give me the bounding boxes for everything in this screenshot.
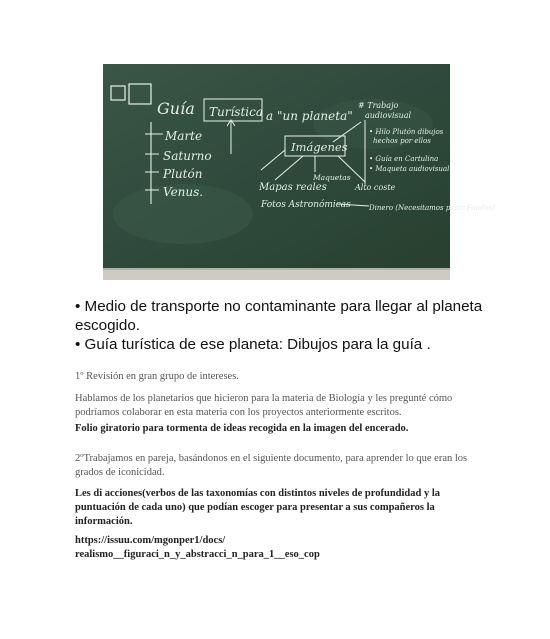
bullet-item: • Medio de transporte no contaminante para llegar al planeta escogido. [75, 298, 483, 334]
board-right-4: • Maqueta audiovisual [369, 165, 450, 173]
bullet-list [75, 297, 495, 354]
paragraph-acciones: Les di acciones(verbos de las taxonomías con distintos niveles de profundidad y la puntuación de cada uno) que podían escoger para presentar a sus compañeros la información. [75, 488, 441, 527]
board-planet-1: Marte [165, 129, 203, 143]
board-right-2: hechos por ellos [373, 137, 431, 145]
board-mapas-reales: Mapas reales [259, 182, 327, 193]
board-a-un-planeta: a "un planeta" [266, 109, 353, 123]
board-alto-coste: Alto coste [355, 183, 396, 192]
board-audiovisual: audiovisual [365, 111, 412, 120]
board-guia: Guía [157, 99, 195, 118]
paragraph-planetarios: Hablamos de los planetarios que hicieron para la materia de Biología y les pregunté cómo podríamos colaborar en esta materia con los proyectos anteriormente escritos. [75, 393, 453, 418]
paragraph-folio: Folio giratorio para tormenta de ideas recogida en la imagen del encerado. [75, 423, 409, 434]
board-planet-3: Plutón [163, 167, 203, 181]
issuu-link[interactable] [75, 534, 485, 562]
blackboard-image [103, 64, 495, 280]
board-imagenes: Imágenes [291, 140, 348, 154]
paragraph-revision: 1º Revisión en gran grupo de intereses. [75, 371, 239, 382]
board-dinero: Dinero (Necesitamos pedir Fondos) [369, 204, 495, 212]
board-trabajo: # Trabajo [358, 101, 399, 110]
board-maquetas: Maquetas [313, 173, 351, 182]
paragraph-pareja: 2ºTrabajamos en pareja, basándonos en el siguiente documento, para aprender lo que eran los grados de iconicidad. [75, 453, 468, 478]
link-line-2[interactable]: realismo__figuraci_n_y_abstracci_n_para_1__eso_cop [75, 549, 320, 560]
link-line-1[interactable]: https://issuu.com/mgonper1/docs/ [75, 535, 226, 546]
board-fotos: Fotos Astronómicas [261, 200, 351, 210]
board-right-3: • Guía en Cartulina [369, 155, 439, 163]
blackboard-photo [103, 64, 495, 280]
board-planet-4: Venus. [163, 185, 204, 199]
bullet-item: • Guía turística de ese planeta: Dibujos para la guía . [75, 336, 431, 353]
board-planet-2: Saturno [163, 149, 212, 163]
board-turistica: Turística [209, 105, 263, 119]
board-right-1: • Hilo Plutón dibujos [369, 128, 444, 136]
